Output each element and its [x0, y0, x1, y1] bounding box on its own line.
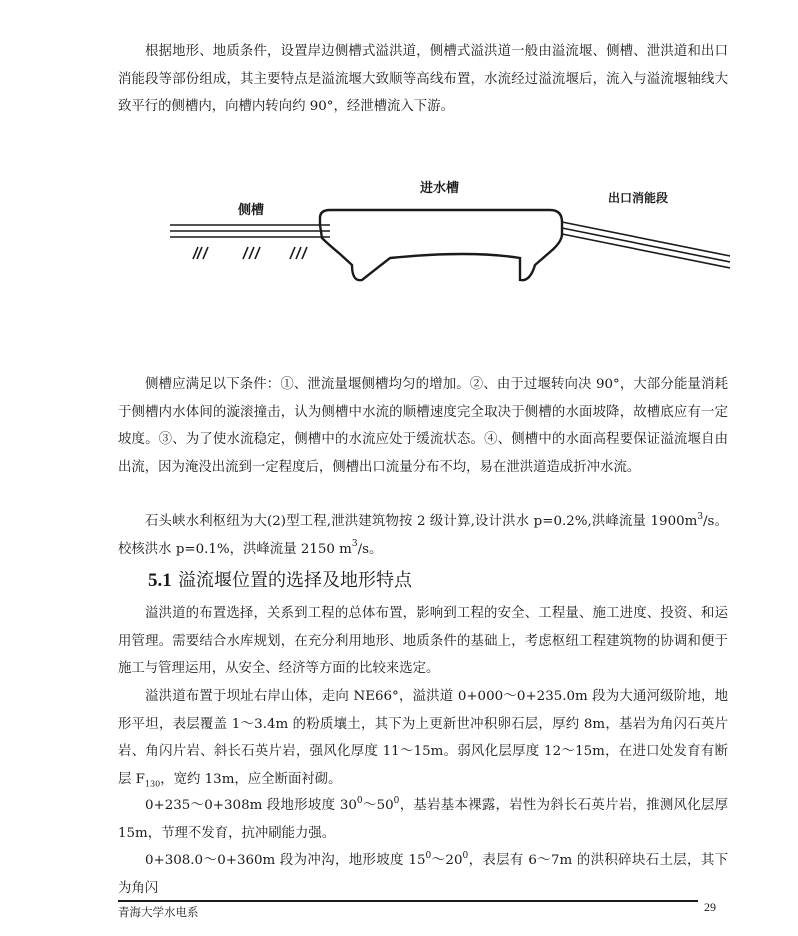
spillway-section-diagram [170, 170, 730, 290]
slope-paragraph-2 [118, 847, 728, 902]
outlet-label: 出口消能段 [608, 191, 669, 205]
footer-institution: 青海大学水电系 [118, 905, 199, 919]
site-text-a: 溢洪道布置于坝址右岸山体，走向 NE66°，溢洪道 0+000～0+235.0m 段为大通河级阶地，地形平坦，表层覆盖 1～3.4m 的粉质壤土，其下为上更新世冲积卵石层，厚约 8m，基岩为角闪石英片岩、角闪片岩、斜长石英片岩，强风化厚度 11～15m。弱风化层厚度 12～15m，在进口处发育有断层 F [118, 689, 728, 787]
footer-rule [118, 900, 698, 902]
project-sup: 3 [351, 539, 358, 550]
page-number: 29 [704, 900, 716, 914]
slope2-text-b: ～20 [431, 853, 463, 868]
section-number: 5.1 [148, 570, 172, 591]
outlet-line [562, 228, 730, 262]
project-text-b: /s。校核洪水 p=0.1%，洪峰流量 2150 m [118, 514, 728, 557]
project-paragraph [118, 508, 728, 563]
slope1-text-a: 0+235～0+308m 段地形坡度 30 [145, 798, 357, 813]
slope2-text-c: ，表层有 6～7m 的洪积碎块石土层，其下为角闪 [118, 853, 729, 896]
intro-paragraph: 根据地形、地质条件，设置岸边侧槽式溢洪道，侧槽式溢洪道一般由溢流堰、侧槽、泄洪道和出口消能段等部份组成，其主要特点是溢流堰大致顺等高线布置，水流经过溢流堰后，流入与溢流堰轴线大致平行的侧槽内，向槽内转向约 90°，经泄槽流入下游。 [118, 44, 728, 114]
inlet-label: 进水槽 [420, 181, 460, 196]
project-sup: 3 [697, 511, 704, 522]
site-paragraph [118, 683, 728, 793]
site-text-b: ，宽约 13m，应全断面衬砌。 [160, 771, 342, 787]
section-heading [148, 566, 412, 592]
conditions-paragraph: 侧槽应满足以下条件：①、泄流量堰侧槽均匀的增加。②、由于过堰转向决 90°，大部分能量消耗于侧槽内水体间的漩滚撞击，认为侧槽中水流的顺槽速度完全取决于侧槽的水面坡降，故槽底应有一定坡度。③、为了使水流稳定，侧槽中的水流应处于缓流状态。④、侧槽中的水面高程要保证溢流堰自由出流，因为淹没出流到一定程度后，侧槽出口流量分布不均，易在泄洪道造成折冲水流。 [118, 377, 728, 475]
slope1-text-b: ～50 [362, 798, 394, 813]
degree-sup: 0 [356, 795, 363, 806]
project-text-c: /s。 [357, 541, 383, 557]
ground-hatch [193, 247, 208, 259]
inlet-box-outline [320, 210, 562, 280]
slope1-text-c: ，基岩基本裸露，岩性为斜长石英片岩，推测风化层厚 15m，节理不发育，抗冲刷能力强。 [118, 798, 728, 841]
slope-paragraph-1 [118, 792, 728, 847]
project-text-a: 石头峡水利枢纽为大(2)型工程,泄洪建筑物按 2 级计算,设计洪水 p=0.2%,洪峰流量 1900m [145, 514, 698, 529]
degree-sup: 0 [393, 795, 400, 806]
ground-hatch [290, 247, 307, 259]
side-channel-label: 侧槽 [238, 203, 265, 218]
fault-subscript: 130 [144, 779, 161, 789]
degree-sup: 0 [462, 850, 469, 861]
layout-paragraph: 溢洪道的布置选择，关系到工程的总体布置，影响到工程的安全、工程量、施工进度、投资、和运用管理。需要结合水库规划，在充分利用地形、地质条件的基础上，考虑枢纽工程建筑物的协调和便于施工与管理运用，从安全、经济等方面的比较来选定。 [118, 606, 728, 676]
slope2-text-a: 0+308.0～0+360m 段为冲沟，地形坡度 15 [145, 853, 426, 868]
degree-sup: 0 [425, 850, 432, 861]
section-title: 溢流堰位置的选择及地形特点 [178, 570, 413, 591]
ground-hatch [243, 247, 260, 259]
